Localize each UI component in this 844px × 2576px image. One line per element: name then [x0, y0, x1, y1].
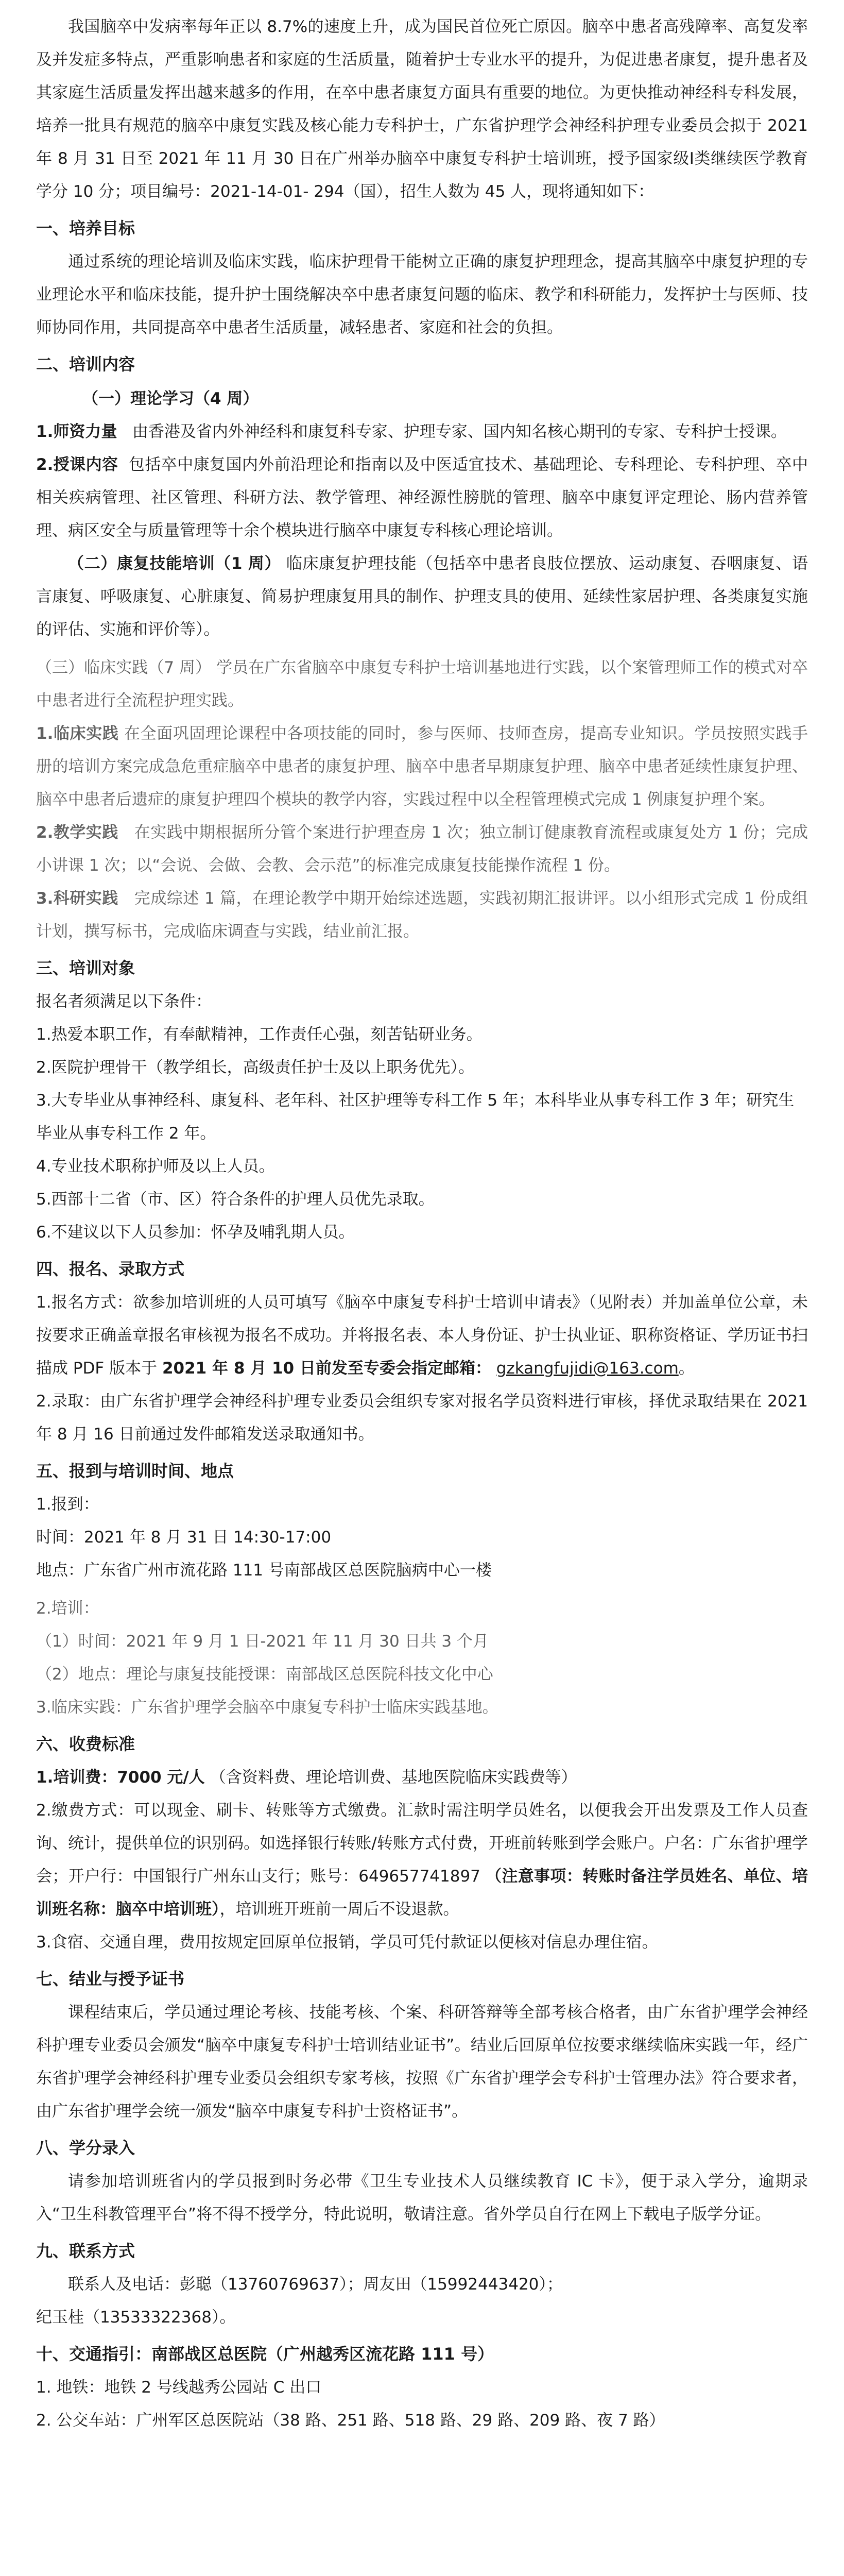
- registration-email[interactable]: gzkangfujidi@163.com: [496, 1359, 679, 1378]
- payment-note: （注意事项：转账时备注学员姓名、单位、培训班名称：脑卒中培训班）: [36, 1867, 808, 1919]
- certificate-body: 课程结束后，学员通过理论考核、技能考核、个案、科研答辩等全部考核合格者，由广东省护理学会神经科护理专业委员会颁发“脑卒中康复专科护士培训结业证书”。结业后回原单位按要求继续临床实践一年，经广东省护理学会神经科护理专业委员会组织专家考核，按照《广东省护理学会专科护士管理办法》符合要求者，由广东省护理学会统一颁发“脑卒中康复专科护士资格证书”。: [36, 2003, 808, 2121]
- training-time: （1）时间：2021 年 9 月 1 日-2021 年 11 月 30 日共 3 个月: [36, 1632, 489, 1651]
- research-practice-text: 完成综述 1 篇，在理论教学中期开始综述选题，实践初期汇报讲评。以小组形式完成 1 份成组计划，撰写标书，完成临床调查与实践，结业前汇报。: [36, 889, 808, 941]
- skill-paragraph: [36, 547, 808, 646]
- checkin-place: 地点：广东省广州市流花路 111 号南部战区总医院脑病中心一楼: [36, 1561, 492, 1580]
- payment-text-end: ，培训班开班前一周后不设退款。: [219, 1900, 459, 1919]
- criteria-item: 1.热爱本职工作，有奉献精神，工作责任心强，刻苦钻研业务。: [36, 1025, 483, 1044]
- section-1-body: 通过系统的理论培训及临床实践，临床护理骨干能树立正确的康复护理理念，提高其脑卒中康复护理的专业理论水平和临床技能，提升护士围绕解决卒中患者康复问题的临床、教学和科研能力，发挥护士与医师、技师协同作用，共同提高卒中患者生活质量，减轻患者、家庭和社会的负担。: [36, 252, 808, 337]
- fee-text: （含资料费、理论培训费、基地医院临床实践费等）: [210, 1768, 577, 1787]
- bus-line: 2. 公交车站：广州军区总医院站（38 路、251 路、518 路、29 路、209 路、夜 7 路）: [36, 2411, 665, 2430]
- criteria-item: 5.西部十二省（市、区）符合条件的护理人员优先录取。: [36, 1190, 435, 1209]
- practice-text: 学员在广东省脑卒中康复专科护士培训基地进行实践，以个案管理师工作的模式对卒中患者进行全流程护理实践。: [36, 658, 808, 710]
- section-4-title: 四、报名、录取方式: [36, 1259, 185, 1279]
- fee-label: 1.培训费：7000 元/人: [36, 1768, 205, 1787]
- section-3-title: 三、培训对象: [36, 958, 135, 978]
- contact-line-2: 纪玉桂（13533322368）。: [36, 2308, 236, 2327]
- teaching-practice-label: 2.教学实践: [36, 823, 118, 842]
- checkin-label: 1.报到：: [36, 1495, 99, 1514]
- checkin-time: 时间：2021 年 8 月 31 日 14:30-17:00: [36, 1528, 332, 1547]
- section-5-title: 五、报到与培训时间、地点: [36, 1461, 234, 1481]
- registration-end: 。: [678, 1359, 695, 1378]
- item-faculty: [36, 415, 808, 448]
- criteria-item: 6.不建议以下人员参加：怀孕及哺乳期人员。: [36, 1223, 355, 1242]
- intro-paragraph: 我国脑卒中发病率每年正以 8.7%的速度上升，成为国民首位死亡原因。脑卒中患者高残障率、高复发率及并发症多特点，严重影响患者和家庭的生活质量，随着护士专业水平的提升，为促进患者康复，提升患者及其家庭生活质量发挥出越来越多的作用，在卒中患者康复方面具有重要的地位。为更快推动神经科专科发展，培养一批具有规范的脑卒中康复实践及核心能力专科护士，广东省护理学会神经科护理专业委员会拟于 2021 年 8 月 31 日至 2021 年 11 月 30 日在广州举办脑卒中康复专科护士培训班，授予国家级Ⅰ类继续医学教育学分 10 分；项目编号：2021-14-01- 294（国），招生人数为 45 人，现将通知如下：: [36, 18, 808, 201]
- section-8-title: 八、学分录入: [36, 2138, 135, 2158]
- research-practice: [36, 882, 808, 948]
- section-7-title: 七、结业与授予证书: [36, 1969, 185, 1989]
- teaching-practice-text: 在实践中期根据所分管个案进行护理查房 1 次；独立制订健康教育流程或康复处方 1 份；完成小讲课 1 次；以“会说、会做、会教、会示范”的标准完成康复技能操作流程 1 份。: [36, 823, 808, 875]
- section-1-title: 一、培养目标: [36, 218, 135, 238]
- training-place: （2）地点：理论与康复技能授课：南部战区总医院科技文化中心: [36, 1665, 493, 1684]
- subway-line: 1. 地铁：地铁 2 号线越秀公园站 C 出口: [36, 2378, 322, 2397]
- skill-title: （二）康复技能培训（1 周）: [68, 554, 281, 573]
- credit-body: 请参加培训班省内的学员报到时务必带《卫生专业技术人员继续教育 IC 卡》，便于录入学分，逾期录入“卫生科教管理平台”将不得不授学分，特此说明，敬请注意。省外学员自行在网上下载电子版学分证。: [36, 2172, 808, 2224]
- section-2-title: 二、培训内容: [36, 354, 135, 374]
- section-9-title: 九、联系方式: [36, 2241, 135, 2261]
- criteria-item: 3.大专毕业从事神经科、康复科、老年科、社区护理等专科工作 5 年；本科毕业从事专科工作 3 年；研究生毕业从事专科工作 2 年。: [36, 1091, 795, 1143]
- criteria-lead: 报名者须满足以下条件：: [36, 992, 212, 1011]
- research-practice-label: 3.科研实践: [36, 889, 118, 908]
- payment-method: [36, 1794, 808, 1926]
- practice-title: （三）临床实践（7 周）: [36, 658, 212, 677]
- item-content-text: 包括卒中康复国内外前沿理论和指南以及中医适宜技术、基础理论、专科理论、专科护理、卒中相关疾病管理、社区管理、科研方法、教学管理、神经源性膀胱的管理、脑卒中康复评定理论、肠内营养管理、病区安全与质量管理等十余个模块进行脑卒中康复专科核心理论培训。: [36, 455, 808, 540]
- criteria-item: 4.专业技术职称护师及以上人员。: [36, 1157, 275, 1176]
- accommodation: 3.食宿、交通自理，费用按规定回原单位报销，学员可凭付款证以便核对信息办理住宿。: [36, 1933, 658, 1952]
- payment-text: 2.缴费方式：可以现金、刷卡、转账等方式缴费。汇款时需注明学员姓名，以便我会开出发票及工作人员查询、统计，提供单位的识别码。如选择银行转账/转账方式付费，开班前转账到学会账户。户名：广东省护理学会；开户行：中国银行广州东山支行；账号：649657741897: [36, 1801, 808, 1886]
- training-label: 2.培训：: [36, 1599, 99, 1618]
- clinical-base: 3.临床实践：广东省护理学会脑卒中康复专科护士临床实践基地。: [36, 1698, 498, 1717]
- clinical-practice: [36, 717, 808, 816]
- clinical-practice-text: 在全面巩固理论课程中各项技能的同时，参与医师、技师查房，提高专业知识。学员按照实践手册的培训方案完成急危重症脑卒中患者的康复护理、脑卒中患者早期康复护理、脑卒中患者延续性康复护理、脑卒中患者后遗症的康复护理四个模块的教学内容，实践过程中以全程管理模式完成 1 例康复护理个案。: [36, 724, 808, 809]
- criteria-item: 2.医院护理骨干（教学组长，高级责任护士及以上职务优先）。: [36, 1058, 475, 1077]
- registration-text: 1.报名方式：欲参加培训班的人员可填写《脑卒中康复专科护士培训申请表》（见附表）并加盖单位公章，未按要求正确盖章报名审核视为报名不成功。并将报名表、本人身份证、护士执业证、职称资格证、学历证书扫描成 PDF 版本于: [36, 1293, 808, 1378]
- theory-subtitle: （一）理论学习（4 周）: [82, 389, 259, 408]
- item-content: [36, 448, 808, 547]
- item-faculty-label: 1.师资力量: [36, 422, 117, 441]
- clinical-practice-label: 1.临床实践: [36, 724, 119, 743]
- admission-method: 2.录取：由广东省护理学会神经科护理专业委员会组织专家对报名学员资料进行审核，择优录取结果在 2021 年 8 月 16 日前通过发件邮箱发送录取通知书。: [36, 1392, 808, 1444]
- item-content-label: 2.授课内容: [36, 455, 118, 474]
- teaching-practice: [36, 816, 808, 882]
- section-10-title: 十、交通指引：南部战区总医院（广州越秀区流花路 111 号）: [36, 2344, 494, 2364]
- practice-paragraph: [36, 651, 808, 717]
- skill-text: 临床康复护理技能（包括卒中患者良肢位摆放、运动康复、吞咽康复、语言康复、呼吸康复、心脏康复、简易护理康复用具的制作、护理支具的使用、延续性家居护理、各类康复实施的评估、实施和评价等）。: [36, 554, 808, 639]
- item-faculty-text: 由香港及省内外神经科和康复科专家、护理专家、国内知名核心期刊的专家、专科护士授课。: [132, 422, 787, 441]
- section-6-title: 六、收费标准: [36, 1734, 135, 1754]
- registration-method: [36, 1286, 808, 1385]
- fee-line: [36, 1761, 808, 1794]
- registration-deadline: 2021 年 8 月 10 日前发至专委会指定邮箱：: [162, 1359, 491, 1378]
- contact-line-1: 联系人及电话：彭聪（13760769637）；周友田（15992443420）；: [68, 2275, 563, 2294]
